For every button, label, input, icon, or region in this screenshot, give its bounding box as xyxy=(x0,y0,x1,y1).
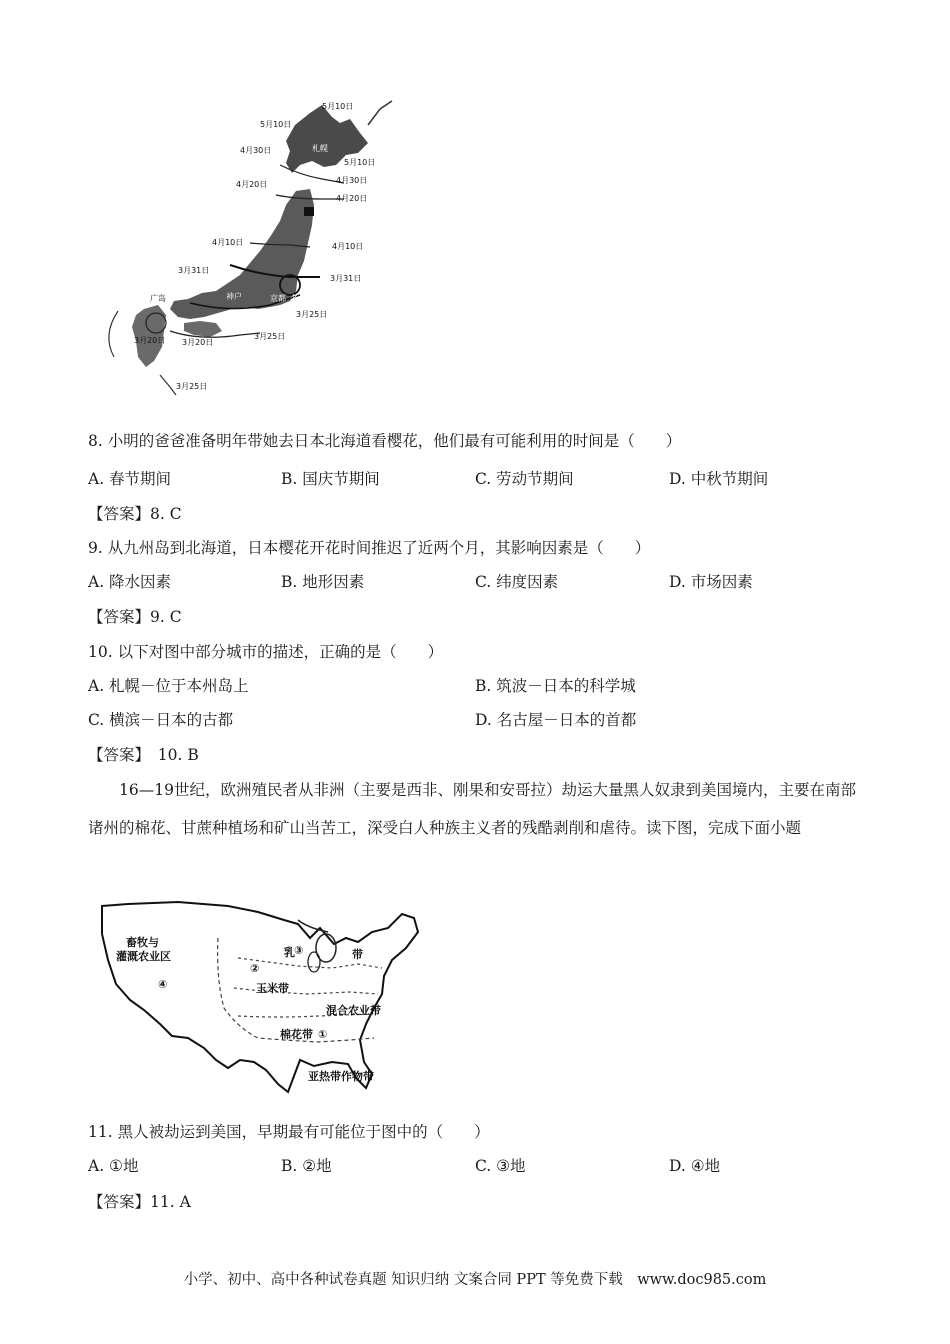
map-label: 畜牧与 xyxy=(126,936,159,949)
map-label: 4月20日 xyxy=(336,194,368,203)
question-11-option-b: B. ②地 xyxy=(281,1157,332,1175)
question-10-option-d: D. 名古屋－日本的首都 xyxy=(475,711,637,729)
question-8-stem: 8. 小明的爸爸准备明年带她去日本北海道看樱花，他们最有可能利用的时间是（ ） xyxy=(88,432,682,450)
map-label: 东京 xyxy=(304,286,320,295)
map-label: 京都 xyxy=(270,294,286,303)
map-label: 名古屋 xyxy=(290,294,314,303)
shikoku-shape xyxy=(184,321,222,337)
map-label: 4月10日 xyxy=(332,242,364,251)
question-8-option-b: B. 国庆节期间 xyxy=(281,470,380,488)
question-11-stem: 11. 黑人被劫运到美国，早期最有可能位于图中的（ ） xyxy=(88,1123,490,1141)
us-agriculture-map xyxy=(88,898,428,1104)
map-label: ① xyxy=(318,1028,328,1041)
page-footer: 小学、初中、高中各种试卷真题 知识归纳 文案合同 PPT 等免费下载 www.doc985.com xyxy=(183,1272,767,1288)
map-label: 3月25日 xyxy=(176,382,208,391)
map-label: 棉花带 xyxy=(280,1028,313,1041)
map-label: 3月31日 xyxy=(178,266,210,275)
map-label: 广岛 xyxy=(150,294,166,303)
map-label: 玉米带 xyxy=(256,982,289,995)
us-outline xyxy=(102,902,418,1092)
question-11-option-a: A. ①地 xyxy=(88,1157,139,1175)
map-label: 4月30日 xyxy=(240,146,272,155)
map-label: 札幌 xyxy=(312,144,328,153)
map-label: 3月25日 xyxy=(296,310,328,319)
map-label: 5月10日 xyxy=(322,102,354,111)
map-label: 神户 xyxy=(226,292,242,301)
question-10-stem: 10. 以下对图中部分城市的描述，正确的是（ ） xyxy=(88,643,444,661)
japan-sakura-map xyxy=(100,95,400,400)
question-10-option-b: B. 筑波－日本的科学城 xyxy=(475,677,636,695)
map-label: 4月30日 xyxy=(336,176,368,185)
question-11-option-c: C. ③地 xyxy=(475,1157,526,1175)
map-label: 4月10日 xyxy=(212,238,244,247)
map-label: ④ xyxy=(158,978,168,991)
map-label: 5月10日 xyxy=(260,120,292,129)
map-label: ② xyxy=(250,962,260,975)
map-label: 带 xyxy=(352,948,363,961)
map-label: 3月20日 xyxy=(134,336,166,345)
question-10-answer: 【答案】 10. B xyxy=(88,746,199,764)
question-10-option-a: A. 札幌－位于本州岛上 xyxy=(88,677,249,695)
map-label: 亚热带作物带 xyxy=(308,1070,374,1083)
question-8-option-a: A. 春节期间 xyxy=(88,470,172,488)
question-9-option-b: B. 地形因素 xyxy=(281,573,365,591)
question-8-answer: 【答案】8. C xyxy=(88,505,182,523)
question-9-answer: 【答案】9. C xyxy=(88,608,182,626)
question-8-option-d: D. 中秋节期间 xyxy=(669,470,769,488)
map-label: 混合农业带 xyxy=(326,1004,381,1017)
question-10-option-c: C. 横滨－日本的古都 xyxy=(88,711,234,729)
question-9-option-c: C. 纬度因素 xyxy=(475,573,559,591)
map-label: 福冈 xyxy=(222,320,238,329)
map-label: 3月25日 xyxy=(254,332,286,341)
question-9-option-a: A. 降水因素 xyxy=(88,573,172,591)
map-label: 乳 xyxy=(284,946,295,959)
question-8-option-c: C. 劳动节期间 xyxy=(475,470,574,488)
map-label: 3月31日 xyxy=(330,274,362,283)
question-11-answer: 【答案】11. A xyxy=(88,1193,191,1211)
question-9-stem: 9. 从九州岛到北海道，日本樱花开花时间推迟了近两个月，其影响因素是（ ） xyxy=(88,539,651,557)
map-label: 大阪 xyxy=(256,312,272,321)
map-label: 3月20日 xyxy=(182,338,214,347)
map-label: 灌溉农业区 xyxy=(116,950,171,963)
map-label: 5月10日 xyxy=(344,158,376,167)
reading-passage: 16—19世纪，欧洲殖民者从非洲（主要是西非、刚果和安哥拉）劫运大量黑人奴隶到美国境内，主要在南部诸州的棉花、甘蔗种植场和矿山当苦工，深受白人种族主义者的残酷剥削和虐待。读下图，完成下面小题 xyxy=(88,781,856,837)
map-label: ③ xyxy=(294,944,304,957)
question-9-option-d: D. 市场因素 xyxy=(669,573,753,591)
map-label: 4月20日 xyxy=(236,180,268,189)
question-11-option-d: D. ④地 xyxy=(669,1157,721,1175)
